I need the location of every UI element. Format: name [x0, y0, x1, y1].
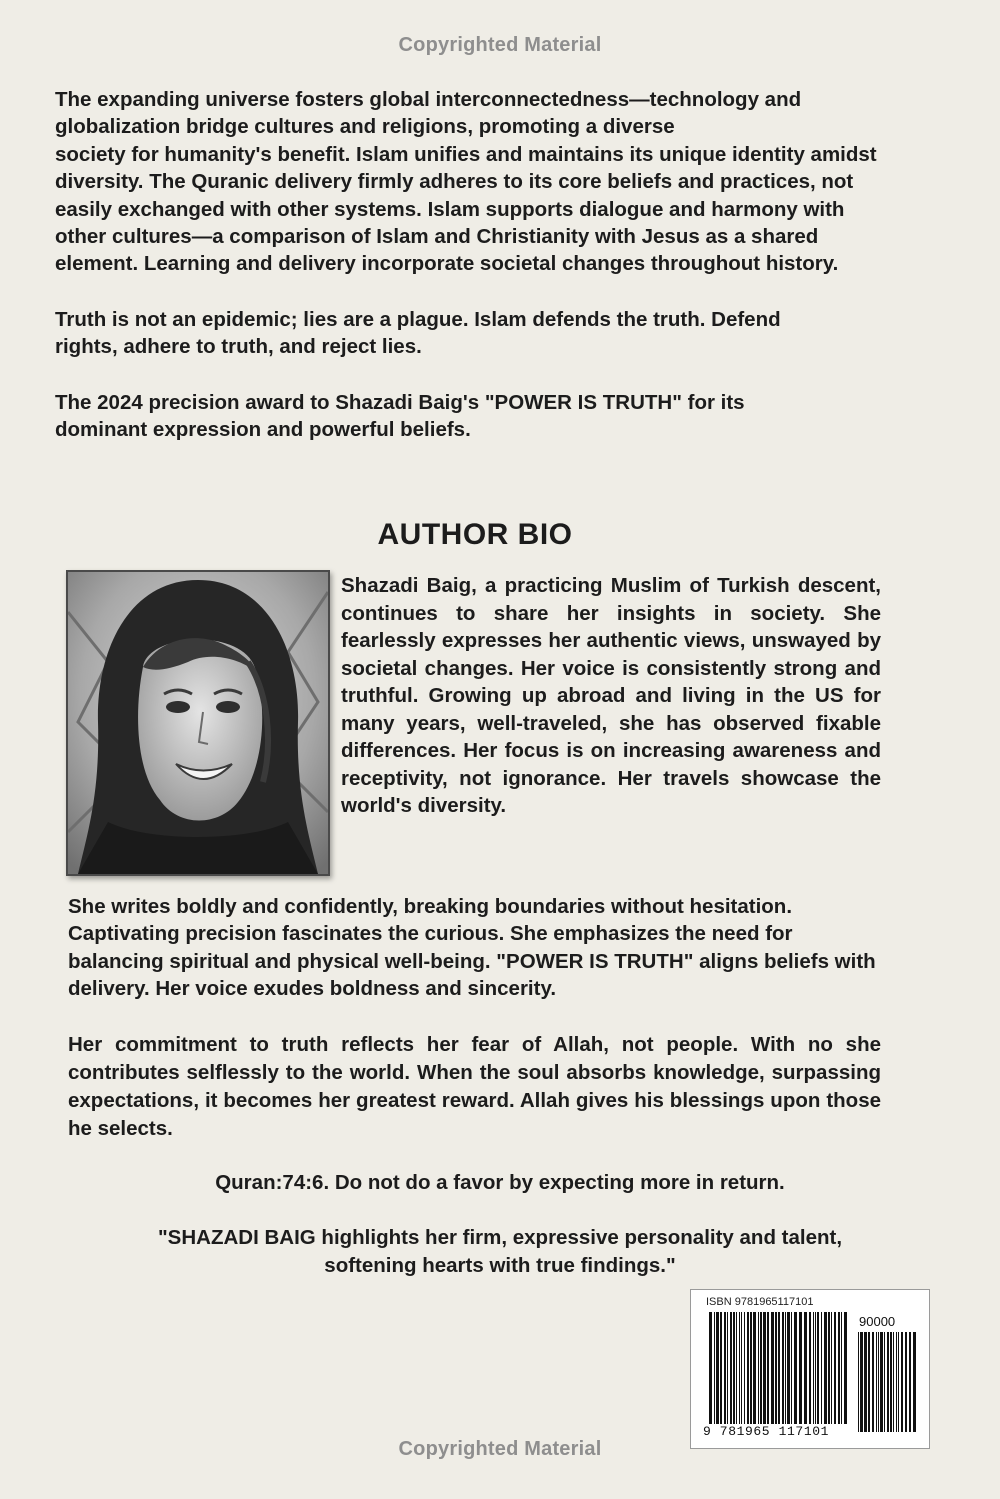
barcode-bar — [794, 1312, 797, 1424]
barcode-bar — [791, 1312, 792, 1424]
barcode-bar — [876, 1332, 877, 1432]
barcode-bar — [736, 1312, 737, 1424]
barcode-bar — [824, 1312, 827, 1424]
barcode-bar — [868, 1332, 870, 1432]
closing-quote — [0, 1224, 1000, 1280]
barcode-bar — [771, 1312, 774, 1424]
price-code: 90000 — [859, 1314, 896, 1329]
barcode-bar — [804, 1312, 807, 1424]
barcode-bar — [901, 1332, 903, 1432]
quran-quote: Quran:74:6. Do not do a favor by expecting more in return. — [215, 1171, 785, 1194]
award-line: dominant expression and powerful beliefs. — [55, 418, 471, 442]
barcode-bar — [714, 1312, 715, 1424]
bio-para2-line: Captivating precision fascinates the curious. She emphasizes the need for — [68, 922, 793, 946]
watermark-bottom: Copyrighted Material — [398, 1438, 602, 1460]
truth-line: rights, adhere to truth, and reject lies. — [55, 335, 422, 359]
barcode-bar — [909, 1332, 911, 1432]
barcode-bar — [785, 1312, 786, 1424]
barcode-bars — [709, 1312, 849, 1424]
barcode-bar — [750, 1312, 752, 1424]
barcode-bar — [760, 1312, 762, 1424]
author-bio-heading: AUTHOR BIO — [377, 518, 573, 551]
bio-para2-line: balancing spiritual and physical well-being. "POWER IS TRUTH" aligns beliefs with — [68, 949, 876, 973]
barcode-bar — [775, 1312, 777, 1424]
barcode-bar — [730, 1312, 732, 1424]
barcode-bar — [716, 1312, 719, 1424]
barcode-bar — [872, 1332, 874, 1432]
bio-side-paragraph: Shazadi Baig, a practicing Muslim of Turkish descent, continues to share her insights in society. She fearlessly expresses her authentic views, unswayed by societal changes. Her voice is consistently strong and truthful. Growing up abroad and living in the US for many years, well-traveled, she has observed fixable differences. Her focus is on increasing awareness and receptivity, not ignorance. Her travels showcase the world's diversity. — [341, 574, 881, 817]
intro-line: diversity. The Quranic delivery firmly adheres to its core beliefs and practices, not — [55, 170, 854, 194]
bio-para2-line: She writes boldly and confidently, breaking boundaries without hesitation. — [68, 895, 793, 918]
barcode-bar — [838, 1312, 840, 1424]
barcode-bar — [709, 1312, 712, 1424]
barcode-bar — [828, 1312, 830, 1424]
barcode-bar — [893, 1332, 894, 1432]
intro-line: element. Learning and delivery incorporate societal changes throughout history. — [55, 252, 839, 276]
barcode-bar — [905, 1332, 907, 1432]
barcode-bar — [733, 1312, 735, 1424]
isbn-barcode — [690, 1289, 930, 1449]
barcode-bar — [841, 1312, 842, 1424]
barcode-bar — [815, 1312, 816, 1424]
barcode-bar — [720, 1312, 722, 1424]
barcode-bar — [817, 1312, 819, 1424]
barcode-bar — [763, 1312, 766, 1424]
author-photo-image — [68, 572, 328, 874]
bio-paragraph-2 — [68, 893, 883, 1003]
barcode-bar — [887, 1332, 889, 1432]
closing-line: softening hearts with true findings." — [324, 1254, 676, 1277]
barcode-bar — [809, 1312, 811, 1424]
intro-line: The expanding universe fosters global interconnectedness—technology and — [55, 88, 802, 111]
barcode-bar — [753, 1312, 756, 1424]
barcode-bar — [884, 1332, 885, 1432]
barcode-bar — [864, 1332, 867, 1432]
barcode-bar — [878, 1332, 879, 1432]
barcode-bar — [787, 1312, 790, 1424]
barcode-bar — [747, 1312, 749, 1424]
barcode-bar — [744, 1312, 745, 1424]
intro-paragraph — [55, 86, 885, 278]
intro-line: globalization bridge cultures and religions, promoting a diverse — [55, 115, 675, 139]
barcode-bar — [834, 1312, 836, 1424]
price-code-bars — [858, 1332, 916, 1432]
truth-paragraph — [55, 306, 885, 361]
intro-line: other cultures—a comparison of Islam and Christianity with Jesus as a shared — [55, 225, 819, 249]
intro-line: society for humanity's benefit. Islam unifies and maintains its unique identity amidst — [55, 142, 877, 166]
barcode-bar — [739, 1312, 740, 1424]
barcode-bar — [831, 1312, 832, 1424]
barcode-bar — [778, 1312, 780, 1424]
barcode-bar — [860, 1332, 863, 1432]
barcode-bar — [898, 1332, 899, 1432]
barcode-bar — [890, 1332, 892, 1432]
closing-line: "SHAZADI BAIG highlights her firm, expressive personality and talent, — [157, 1226, 843, 1249]
barcode-bar — [913, 1332, 916, 1432]
barcode-bar — [813, 1312, 814, 1424]
truth-line: Truth is not an epidemic; lies are a plague. Islam defends the truth. Defend — [55, 308, 781, 331]
barcode-bar — [821, 1312, 822, 1424]
barcode-bar — [724, 1312, 726, 1424]
barcode-bar — [844, 1312, 847, 1424]
barcode-bar — [858, 1332, 859, 1432]
award-line: The 2024 precision award to Shazadi Baig's "POWER IS TRUTH" for its — [55, 391, 745, 414]
watermark-top: Copyrighted Material — [398, 34, 602, 56]
bio-para2-line: delivery. Her voice exudes boldness and sincerity. — [68, 977, 557, 1001]
intro-line: easily exchanged with other systems. Islam supports dialogue and harmony with — [55, 197, 845, 221]
barcode-bar — [799, 1312, 802, 1424]
barcode-bar — [896, 1332, 897, 1432]
barcode-bar — [727, 1312, 728, 1424]
award-paragraph — [55, 389, 885, 444]
barcode-bar — [741, 1312, 742, 1424]
barcode-digits: 9 781965 117101 — [703, 1424, 830, 1439]
barcode-bar — [782, 1312, 784, 1424]
barcode-bar — [880, 1332, 883, 1432]
barcode-bar — [758, 1312, 759, 1424]
author-photo — [66, 570, 330, 876]
bio-paragraph-3: Her commitment to truth reflects her fear of Allah, not people. With no she contributes selflessly to the world. When the soul absorbs knowledge, surpassing expectations, it becomes her greatest reward. Allah gives his blessings upon those he selects. — [68, 1033, 881, 1140]
barcode-bar — [767, 1312, 769, 1424]
isbn-label: ISBN 9781965117101 — [706, 1296, 814, 1308]
